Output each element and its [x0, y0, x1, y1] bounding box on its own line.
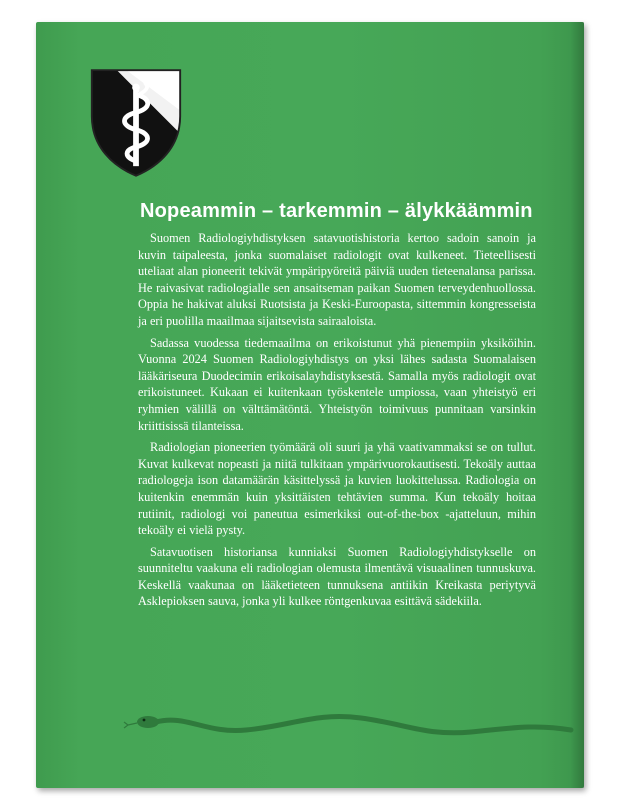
cover-description: [138, 230, 536, 615]
snake-icon: [116, 700, 586, 750]
description-paragraph: Radiologian pioneerien työmäärä oli suuri ja yhä vaativammaksi se on tullut. Kuvat kulkevat nopeasti ja niitä tulkitaan ympärivuorokautisesti. Tekoäly auttaa radiologeja ison datamäärän käsittelyssä ja kuvien luokittelussa. Radiologia on kuitenkin enemmän kuin yksittäisten tehtävien summa. Kun tekoäly hoitaa rutiinit, radiologi voi paneutua esimerkiksi out-of-the-box -ajatteluun, mihin tekoäly ei vielä pysty.: [138, 440, 536, 538]
cover-title: Nopeammin – tarkemmin – älykkäämmin: [140, 200, 533, 222]
spine-shadow: [570, 22, 584, 788]
coat-of-arms-asclepius-icon: [88, 66, 184, 178]
description-paragraph: Sadassa vuodessa tiedemaailma on erikoistunut yhä pienempiin yksiköihin. Vuonna 2024 Suomen Radiologiyhdistys on yksi lähes sadasta Suomalaisen lääkäriseura Duodecimin erikoisalayhdistyksestä. Samalla myös radiologit ovat erikoistuneet. Kukaan ei kuitenkaan työskentele umpiossa, vaan yhteistyö eri ryhmien välillä on välttämätöntä. Yhteistyön toimivuus punnitaan varsinkin kriittisissä tilanteissa.: [138, 335, 536, 433]
description-paragraph: Satavuotisen historiansa kunniaksi Suomen Radiologiyhdistykselle on suunniteltu vaakuna eli radiologian olemusta ilmentävä visuaalinen tunnuskuva. Keskellä vaakunaa on lääketieteen tunnuksena antiikin Kreikasta periytyvä Asklepioksen sauva, jonka yli kulkee röntgenkuvaa esittävä sädekiila.: [138, 544, 536, 609]
description-paragraph: Suomen Radiologiyhdistyksen satavuotishistoria kertoo sadoin sanoin ja kuvin taipaleesta, jonka suomalaiset radiologit ovat kulkeneet. Tieteellisesti uteliaat alan pioneerit tekivät ympäripyöreitä päiviä uuden tieteenalansa parissa. He raivasivat radiologialle sen ansaitseman paikan Suomen terveydenhuollossa. Oppia he hakivat aluksi Ruotsista ja Keski-Euroopasta, sittemmin kongresseista ja eri puolilla maailmaa sijaitsevista sairaaloista.: [138, 231, 536, 328]
book-back-cover: [36, 22, 584, 788]
